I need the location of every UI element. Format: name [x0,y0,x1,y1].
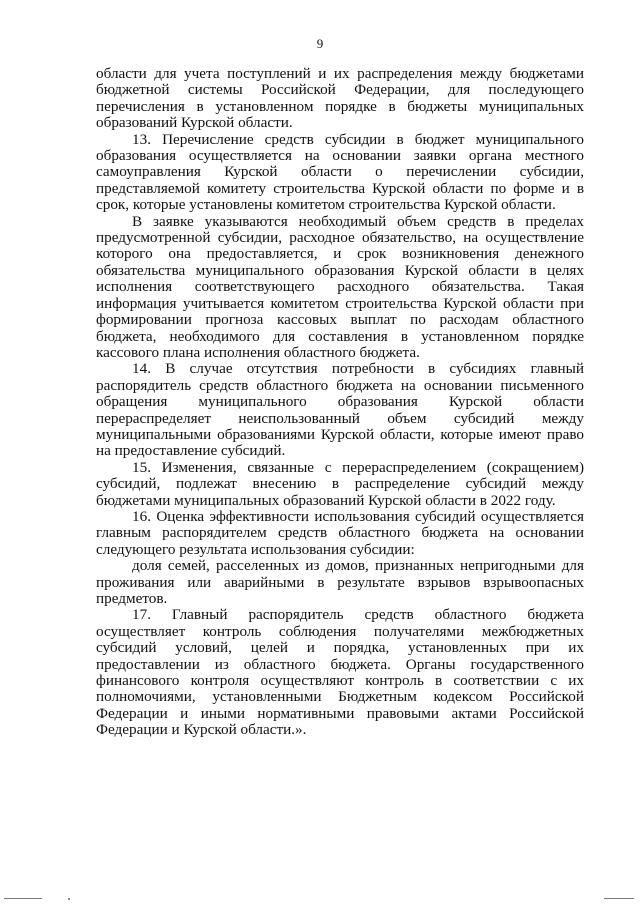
page-number: 9 [316,36,324,51]
paragraph-14: 14. В случае отсутствия потребности в субсидиях главный распорядитель средств областного бюджета на основании письменного обращения муниципального образования Курской области перераспределяет неиспользованный объем субсидий между муниципальными образованиями Курской области, которые имеют право на предоставление субсидий. [96,360,584,460]
paragraph-15: 15. Изменения, связанные с перераспределением (сокращением) субсидий, подлежат внесению в распределение субсидий между бюджетами муниципальных образований Курской области в 2022 году. [96,458,584,509]
paragraph-result-indicator: доля семей, расселенных из домов, признанных непригодными для проживания или аварийными в результате взрывов взрывоопасных предметов. [96,557,584,607]
paragraph-13: 13. Перечисление средств субсидии в бюджет муниципального образования осуществляется на основании заявки органа местного самоуправления Курской области о перечислении субсидии, представляемой комитету строительства Курской области по форме и в срок, которые установлены комитетом строительства Курской области. [96,130,584,214]
paragraph-17: 17. Главный распорядитель средств областного бюджета осуществляет контроль соблюдения получателями межбюджетных субсидий условий, целей и порядка, установленных при их предоставлении из областного бюджета. Органы государственного финансового контроля осуществляют контроль в соответствии с их полномочиями, установленными Бюджетным кодексом Российской Федерации и иными нормативными правовыми актами Российской Федерации и Курской области.». [96,606,584,739]
paragraph-application-content: В заявке указываются необходимый объем средств в пределах предусмотренной субсидии, расходное обязательство, на осуществление которого она предоставляется, и срок возникновения денежного обязательства муниципального образования Курской области в целях исполнения соответствующего расходного обязательства. Такая информация учитывается комитетом строительства Курской области при формировании прогноза кассовых выплат по расходам областного бюджета, необходимого для составления в установленном порядке кассового плана исполнения областного бюджета. [96,212,584,361]
document-body [96,66,584,739]
paragraph-continuation: области для учета поступлений и их распределения между бюджетами бюджетной системы Российской Федерации, для последующего перечисления в установленном порядке в бюджеты муниципальных образований Курской области. [96,65,584,132]
scan-margin-mark-right [604,898,634,899]
paragraph-16: 16. Оценка эффективности использования субсидий осуществляется главным распорядителем средств областного бюджета на основании следующего результата использования субсидии: [96,507,584,558]
scan-margin-mark-left [4,898,42,899]
scan-margin-dot [68,898,70,900]
